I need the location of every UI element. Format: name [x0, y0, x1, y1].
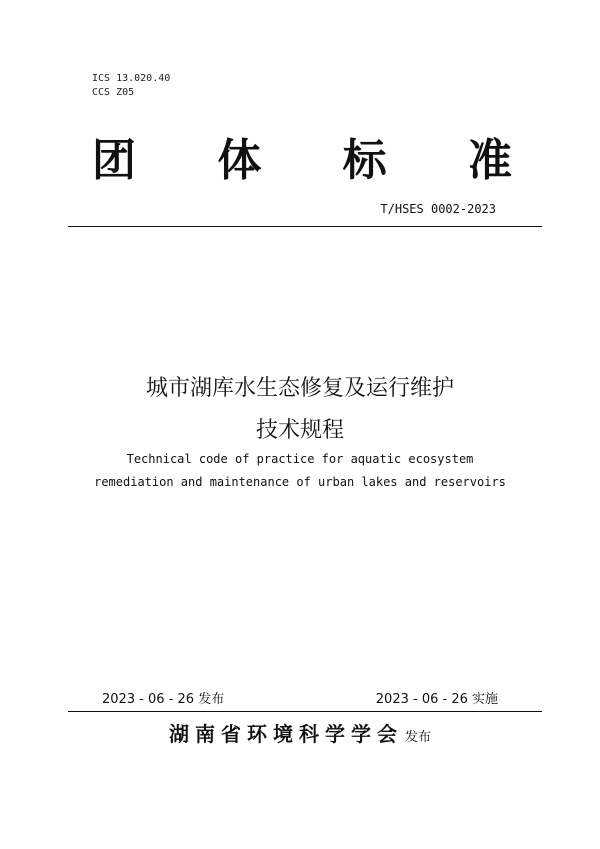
top-divider	[68, 226, 542, 227]
doc-type-char-4: 准	[467, 135, 512, 186]
title-chinese-line-1: 城市湖库水生态修复及运行维护	[145, 376, 454, 401]
title-english-line-1: Technical code of practice for aquatic ecosystem	[126, 452, 474, 466]
bottom-divider	[68, 711, 542, 712]
publish-date: 2023 - 06 - 26 发布	[102, 692, 225, 707]
issuer-line	[0, 718, 600, 747]
standard-number: T/HSES 0002-2023	[380, 202, 496, 216]
ccs-code: CCS Z05	[92, 87, 135, 98]
doc-type-char-3: 标	[342, 135, 387, 186]
issuer-name: 湖南省环境科学学会	[168, 722, 403, 746]
title-english-line-2: remediation and maintenance of urban lakes and reservoirs	[94, 475, 506, 489]
classification-codes	[92, 72, 170, 100]
doc-type-char-1: 团	[92, 135, 136, 186]
document-type-heading	[92, 128, 512, 184]
doc-type-char-2: 体	[217, 135, 262, 186]
title-chinese-line-2: 技术规程	[255, 418, 344, 443]
implement-date: 2023 - 06 - 26 实施	[375, 692, 498, 707]
issuer-suffix: 发布	[404, 730, 431, 745]
ics-code: ICS 13.020.40	[92, 73, 171, 84]
